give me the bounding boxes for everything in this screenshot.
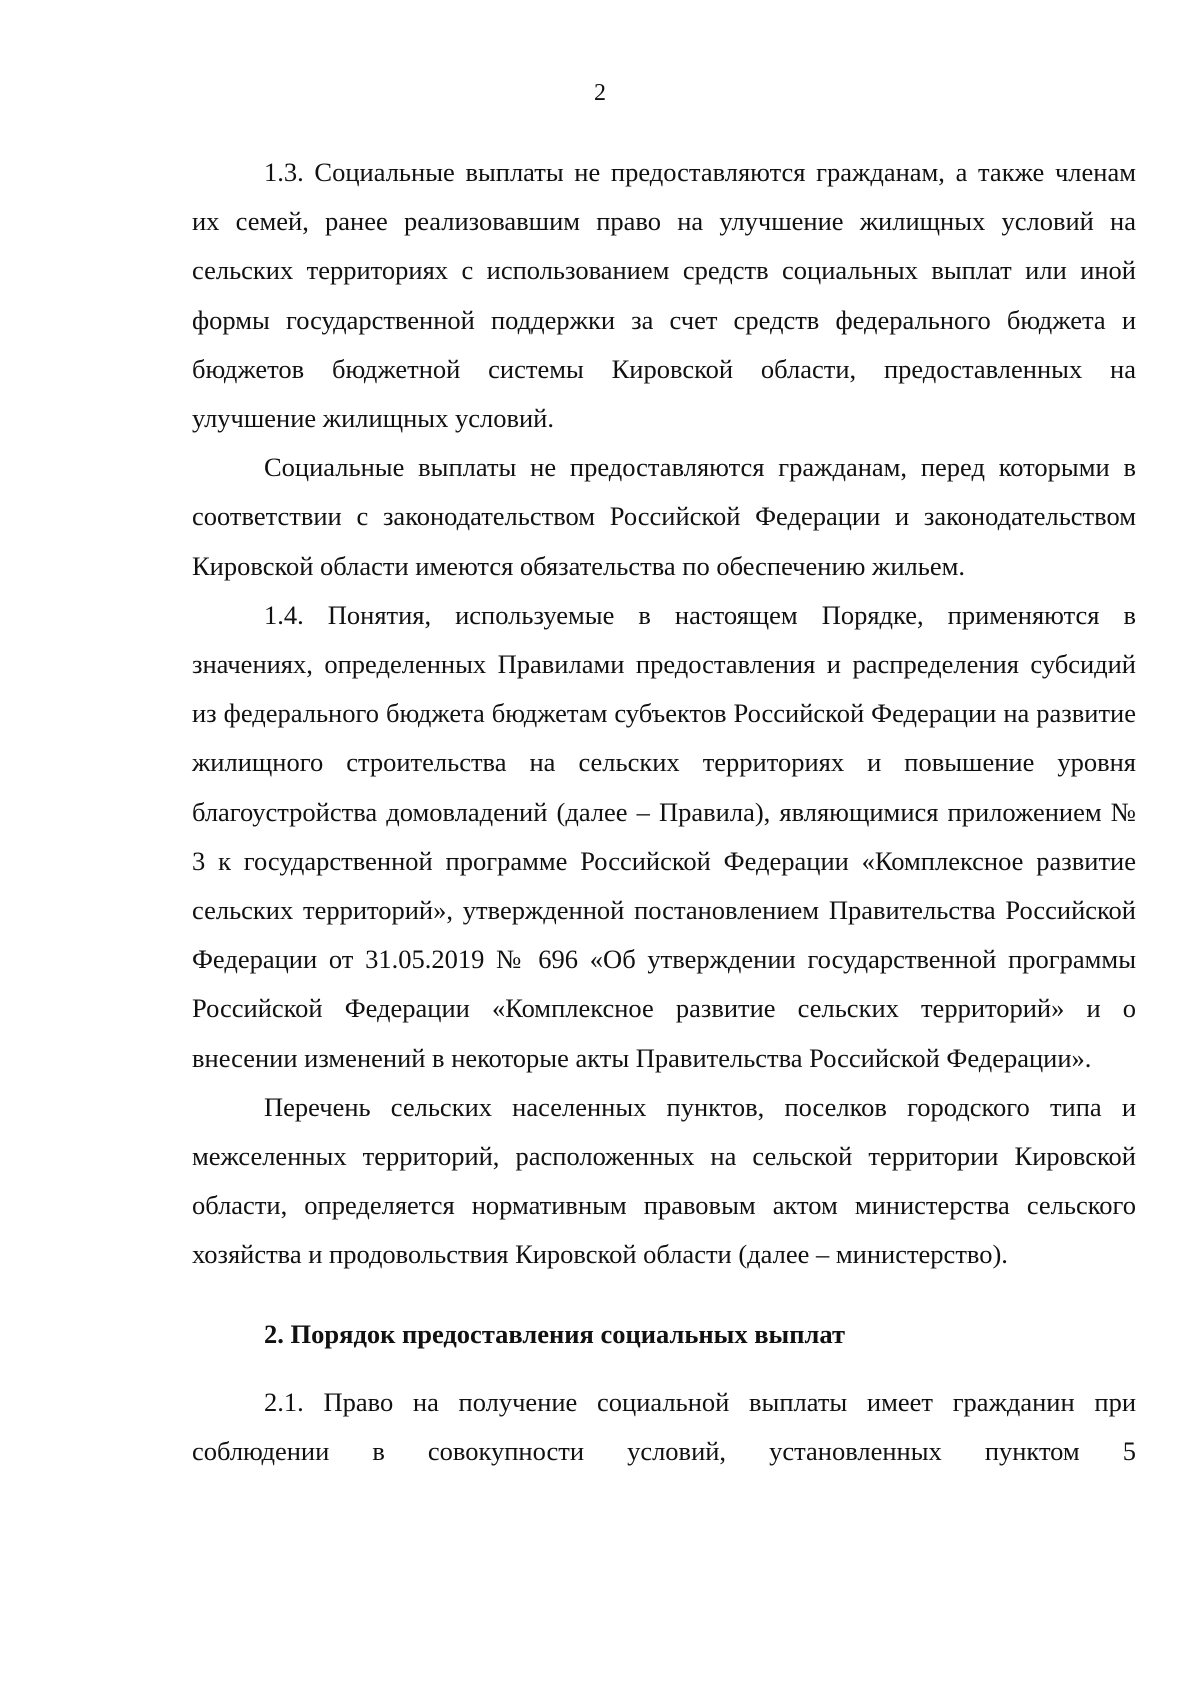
paragraph-social-payments-exclusion: Социальные выплаты не предоставляются гражданам, перед которыми в соответствии с законодательством Российской Федерации и законодательством Кировской области имеются обязательства по обеспечению жильем. (192, 452, 1136, 581)
document-body (192, 148, 1136, 1476)
paragraph-settlements-list: Перечень сельских населенных пунктов, поселков городского типа и межселенных территорий, расположенных на сельской территории Кировской области, определяется нормативным правовым актом министерства сельского хозяйства и продовольствия Кировской области (далее – министерство). (192, 1091, 1136, 1270)
section-heading: 2. Порядок предоставления социальных выплат (264, 1318, 845, 1349)
paragraph-1-3: 1.3. Социальные выплаты не предоставляются гражданам, а также членам их семей, ранее реализовавшим право на улучшение жилищных условий на сельских территориях с использованием средств социальных выплат или иной формы государственной поддержки за счет средств федерального бюджета и бюджетов бюджетной системы Кировской области, предоставленных на улучшение жилищных условий. (192, 157, 1136, 434)
page-number: 2 (594, 80, 606, 106)
paragraph-2-1: 2.1. Право на получение социальной выплаты имеет гражданин при соблюдении в совокупности условий, установленных пунктом 5 (192, 1386, 1136, 1466)
paragraph-1-4: 1.4. Понятия, используемые в настоящем Порядке, применяются в значениях, определенных Правилами предоставления и распределения субсидий из федерального бюджета бюджетам субъектов Российской Федерации на развитие жилищного строительства на сельских территориях и повышение уровня благоустройства домовладений (далее – Правила), являющимися приложением № 3 к государственной программе Российской Федерации «Комплексное развитие сельских территорий», утвержденной постановлением Правительства Российской Федерации от 31.05.2019 № 696 «Об утверждении государственной программы Российской Федерации «Комплексное развитие сельских территорий» и о внесении изменений в некоторые акты Правительства Российской Федерации». (192, 599, 1136, 1073)
